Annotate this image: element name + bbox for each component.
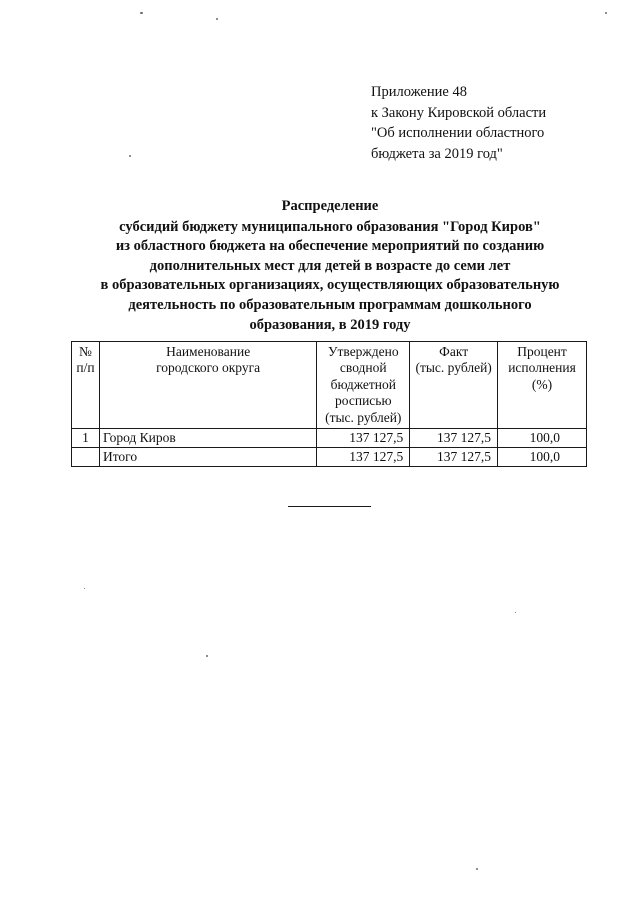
header-name [99, 342, 316, 429]
title-line: из областного бюджета на обеспечение мероприятий по созданию [115, 238, 545, 255]
header-text: (тыс. рублей) [415, 360, 492, 376]
scan-speck [515, 612, 516, 613]
title-heading: Распределение [281, 198, 379, 214]
title-line: субсидий бюджету муниципального образования "Город Киров" [119, 218, 541, 235]
scan-speck [140, 12, 143, 14]
table-row [72, 429, 587, 448]
cell-number: 1 [72, 429, 100, 448]
header-text: исполнения [508, 360, 576, 376]
scan-speck [84, 588, 85, 589]
header-text: (тыс. рублей) [325, 409, 402, 425]
header-text: п/п [76, 360, 95, 376]
title-line: в образовательных организациях, осуществляющих образовательную [100, 277, 560, 294]
scan-speck [206, 655, 208, 657]
table-total-row [72, 448, 587, 467]
cell-percent: 100,0 [498, 429, 587, 448]
end-rule [288, 506, 371, 507]
cell-approved: 137 127,5 [317, 448, 410, 467]
cell-fact: 137 127,5 [410, 429, 498, 448]
header-text: росписью [335, 393, 392, 409]
appendix-line: бюджета за 2019 год" [371, 145, 503, 162]
header-fact [410, 342, 498, 429]
header-text: сводной [339, 360, 387, 376]
appendix-line: Приложение 48 [371, 84, 467, 100]
scan-speck [605, 12, 607, 14]
appendix-line: к Закону Кировской области [371, 104, 547, 121]
scan-speck [216, 18, 218, 20]
appendix-line: "Об исполнении областного [371, 125, 545, 141]
header-number [72, 342, 100, 429]
title-line: дополнительных мест для детей в возрасте до семи лет [149, 257, 511, 274]
header-text: городского округа [156, 360, 261, 376]
scan-speck [129, 155, 131, 157]
header-text: (%) [531, 376, 553, 392]
header-text: Процент [517, 344, 567, 359]
cell-number [72, 448, 100, 467]
header-percent [498, 342, 587, 429]
distribution-table [71, 341, 587, 467]
table-header-row [72, 342, 587, 429]
cell-fact: 137 127,5 [410, 448, 498, 467]
title-line: деятельность по образовательным программам дошкольного [128, 296, 532, 313]
cell-percent: 100,0 [498, 448, 587, 467]
cell-approved: 137 127,5 [317, 429, 410, 448]
cell-name: Итого [99, 448, 316, 467]
header-text: Утверждено [327, 344, 399, 359]
appendix-note [371, 82, 611, 164]
header-text: № [79, 344, 92, 359]
header-text: бюджетной [330, 376, 396, 392]
document-title [60, 197, 600, 335]
cell-name: Город Киров [99, 429, 316, 448]
header-text: Факт [439, 344, 469, 359]
title-line: образования, в 2019 году [249, 316, 411, 333]
header-approved [317, 342, 410, 429]
scan-speck [476, 868, 478, 870]
header-text: Наименование [166, 344, 251, 359]
